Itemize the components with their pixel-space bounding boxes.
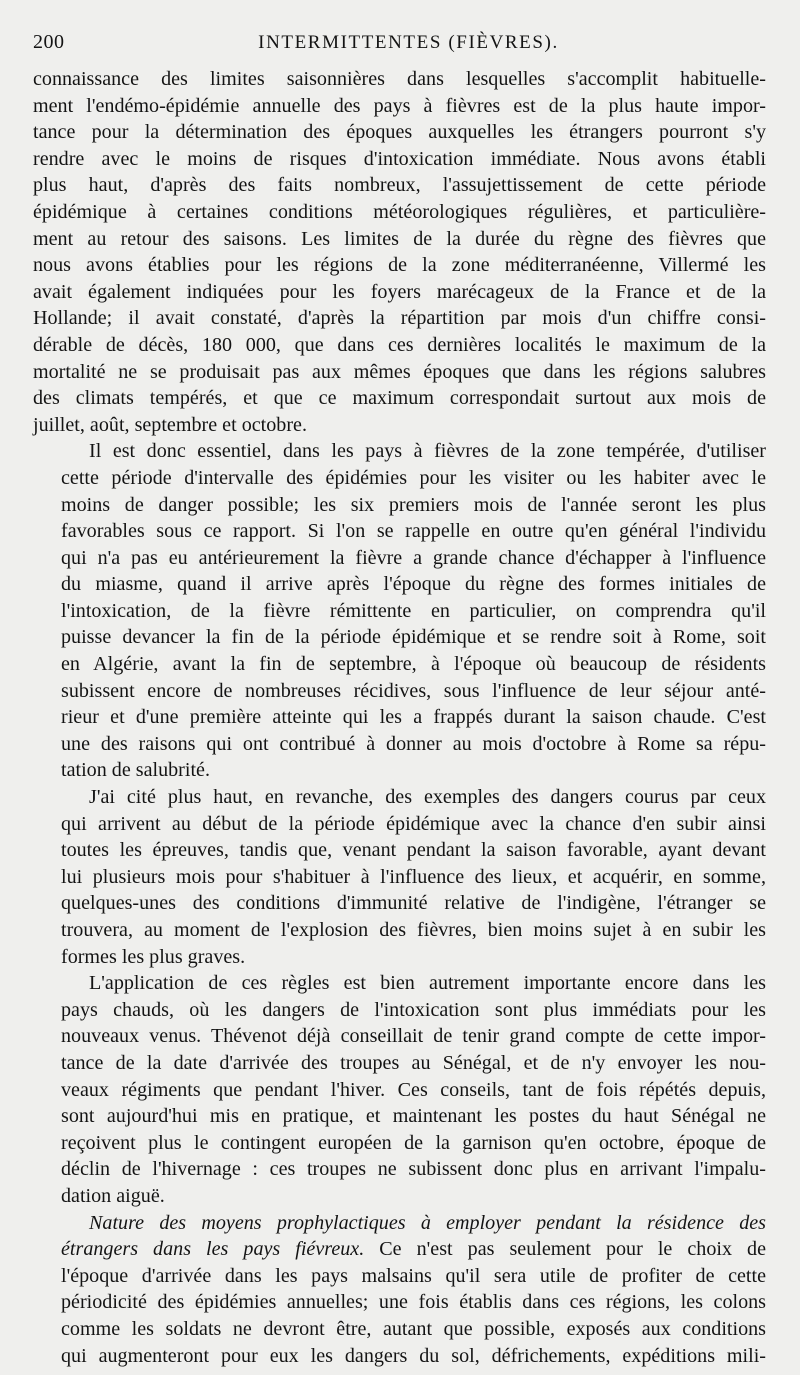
text-line: périodicité des épidémies annuelles; une fois établis dans ces régions, les colons — [61, 1291, 766, 1314]
text-line — [33, 1236, 766, 1263]
text-line: quelques-unes des conditions d'immunité relative de l'indigène, l'étranger se — [61, 892, 766, 915]
body-text — [33, 66, 766, 1369]
text-line: tance de la date d'arrivée des troupes au Sénégal, et de n'y envoyer les nou- — [61, 1051, 766, 1074]
text-line: rendre avec le moins de risques d'intoxication immédiate. Nous avons établi — [33, 147, 766, 170]
text-line: trouvera, au moment de l'explosion des fièvres, bien moins sujet à en subir les — [61, 919, 766, 941]
text-line: moins de danger possible; les six premiers mois de l'année seront les plus — [61, 493, 766, 516]
heading-continuation: Ce n'est pas seulement pour le choix de — [364, 1238, 766, 1261]
text-line: comme les soldats ne devront être, autant que possible, exposés aux conditions — [61, 1317, 766, 1340]
paragraph-section — [33, 1210, 766, 1370]
text-line: nouveaux venus. Thévenot déjà conseillait de tenir grand compte de cette impor- — [61, 1025, 766, 1048]
text-line: reçoivent plus le contingent européen de la garnison qu'en octobre, époque de — [61, 1131, 766, 1154]
text-line: avait également indiquées pour les foyers marécageux de la France et de la — [33, 280, 766, 303]
text-line: juillet, août, septembre et octobre. — [33, 413, 307, 436]
text-line: sont aujourd'hui mis en pratique, et maintenant les postes du haut Sénégal ne — [61, 1105, 766, 1128]
text-line: des climats tempérés, et que ce maximum correspondait surtout aux mois de — [33, 387, 766, 410]
text-line: L'application de ces règles est bien autrement importante encore dans les — [89, 972, 766, 995]
text-line: en Algérie, avant la fin de septembre, à l'époque où beaucoup de résidents — [61, 653, 766, 676]
text-line: connaissance des limites saisonnières dans lesquelles s'accomplit habituelle- — [33, 68, 766, 90]
paragraph — [33, 970, 766, 1209]
text-line: veaux régiments que pendant l'hiver. Ces conseils, tant de fois répétés depuis, — [61, 1078, 766, 1101]
text-line: ment au retour des saisons. Les limites de la durée du règne des fièvres que — [33, 227, 766, 250]
text-line: Hollande; il avait constaté, d'après la répartition par mois d'un chiffre consi- — [33, 307, 766, 330]
running-title: INTERMITTENTES (FIÈVRES). — [258, 32, 559, 53]
text-line: Il est donc essentiel, dans les pays à fièvres de la zone tempérée, d'utiliser — [89, 440, 766, 463]
text-line: déclin de l'hivernage : ces troupes ne subissent donc plus en arrivant l'impalu- — [61, 1158, 766, 1181]
text-line: l'époque d'arrivée dans les pays malsains qu'il sera utile de profiter de cette — [61, 1264, 766, 1287]
text-line: mortalité ne se produisait pas aux mêmes époques que dans les régions salubres — [33, 360, 766, 383]
text-line: qui arrivent au début de la période épidémique avec la chance d'en subir ainsi — [61, 812, 766, 835]
text-line: cette période d'intervalle des épidémies pour les visiter ou les habiter avec le — [61, 466, 766, 489]
text-line: formes les plus graves. — [61, 945, 246, 968]
text-line: toutes les épreuves, tandis que, venant pendant la saison favorable, ayant devant — [61, 839, 766, 862]
text-line: dérable de décès, 180 000, que dans ces dernières localités le maximum de la — [33, 333, 766, 356]
text-line: épidémique à certaines conditions météorologiques régulières, et particulière- — [33, 200, 766, 223]
text-line: tance pour la détermination des époques auxquelles les étrangers pourront s'y — [33, 121, 766, 144]
paragraph — [33, 438, 766, 784]
text-line: pays chauds, où les dangers de l'intoxication sont plus immédiats pour les — [61, 998, 766, 1021]
text-line: favorables sous ce rapport. Si l'on se rappelle en outre qu'en général l'individu — [61, 520, 766, 543]
page-number: 200 — [33, 31, 65, 53]
text-line: ment l'endémo-épidémie annuelle des pays à fièvres est de la plus haute impor- — [33, 94, 766, 117]
text-line: rieur et d'une première atteinte qui les a frappés durant la saison chaude. C'est — [61, 706, 766, 729]
text-line: nous avons établies pour les régions de la zone méditerranéenne, Villermé les — [33, 254, 766, 277]
text-line: tation de salubrité. — [61, 759, 210, 782]
text-line: subissent encore de nombreuses récidives, sous l'influence de leur séjour anté- — [61, 679, 766, 702]
text-line: qui n'a pas eu antérieurement la fièvre a grande chance d'échapper à l'influence — [61, 546, 766, 569]
paragraph — [33, 66, 766, 438]
text-line: Nature des moyens prophylactiques à employer pendant la résidence des — [89, 1211, 766, 1234]
text-line: qui augmenteront pour eux les dangers du sol, défrichements, expéditions mili- — [61, 1344, 766, 1367]
text-line: plus haut, d'après des faits nombreux, l'assujettissement de cette période — [33, 174, 766, 197]
text-line: dation aiguë. — [61, 1184, 165, 1207]
page-header — [33, 24, 766, 64]
section-heading: étrangers dans les pays fiévreux. — [61, 1238, 365, 1261]
text-line: puisse devancer la fin de la période épidémique et se rendre soit à Rome, soit — [61, 626, 766, 649]
text-line: lui plusieurs mois pour s'habituer à l'influence des lieux, et acquérir, en somme, — [61, 865, 766, 888]
text-line: du miasme, quand il arrive après l'époque du règne des formes initiales de — [61, 573, 766, 596]
text-line: J'ai cité plus haut, en revanche, des exemples des dangers courus par ceux — [89, 786, 766, 809]
text-line: l'intoxication, de la fièvre rémittente en particulier, on comprendra qu'il — [61, 599, 766, 622]
paragraph — [33, 784, 766, 970]
text-line: une des raisons qui ont contribué à donner au mois d'octobre à Rome sa répu- — [61, 732, 766, 755]
